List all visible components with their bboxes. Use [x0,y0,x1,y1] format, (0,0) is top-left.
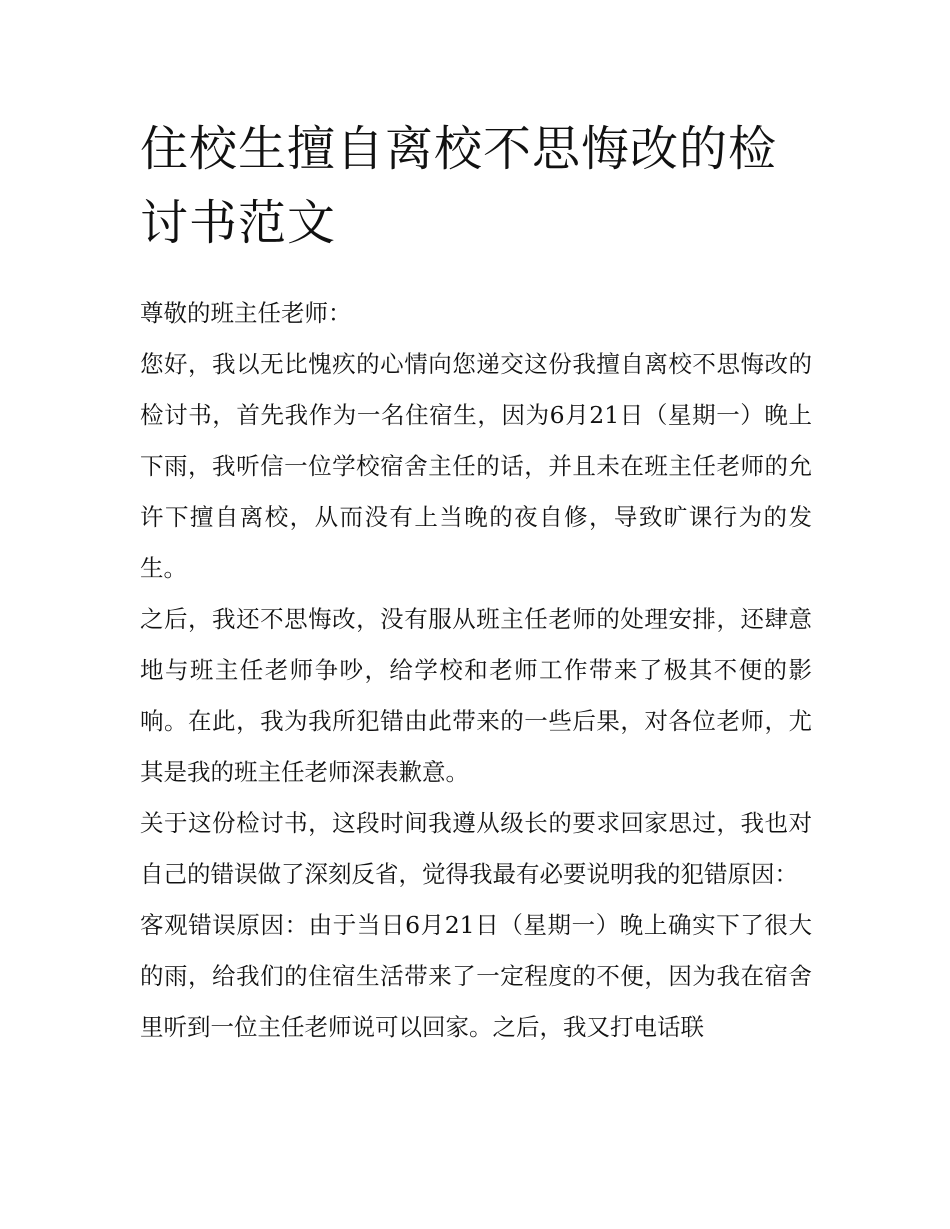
document-page [140,112,812,1053]
paragraph-1: 您好，我以无比愧疚的心情向您递交这份我擅自离校不思悔改的检讨书，首先我作为一名住宿生，因为6月21日（星期一）晚上下雨，我听信一位学校宿舍主任的话，并且未在班主任老师的允许下擅自离校，从而没有上当晚的夜自修，导致旷课行为的发生。 [140,350,812,582]
document-title: 住校生擅自离校不思悔改的检讨书范文 [140,121,778,251]
paragraph-2: 之后，我还不思悔改，没有服从班主任老师的处理安排，还肆意地与班主任老师争吵，给学校和老师工作带来了极其不便的影响。在此，我为我所犯错由此带来的一些后果，对各位老师，尤其是我的班主任老师深表歉意。 [140,605,812,786]
salutation: 尊敬的班主任老师： [140,299,352,327]
paragraph-3: 关于这份检讨书，这段时间我遵从级长的要求回家思过，我也对自己的错误做了深刻反省，觉得我最有必要说明我的犯错原因： [140,809,812,888]
paragraph-4: 客观错误原因：由于当日6月21日（星期一）晚上确实下了很大的雨，给我们的住宿生活带来了一定程度的不便，因为我在宿舍里听到一位主任老师说可以回家。之后，我又打电话联 [140,911,812,1041]
